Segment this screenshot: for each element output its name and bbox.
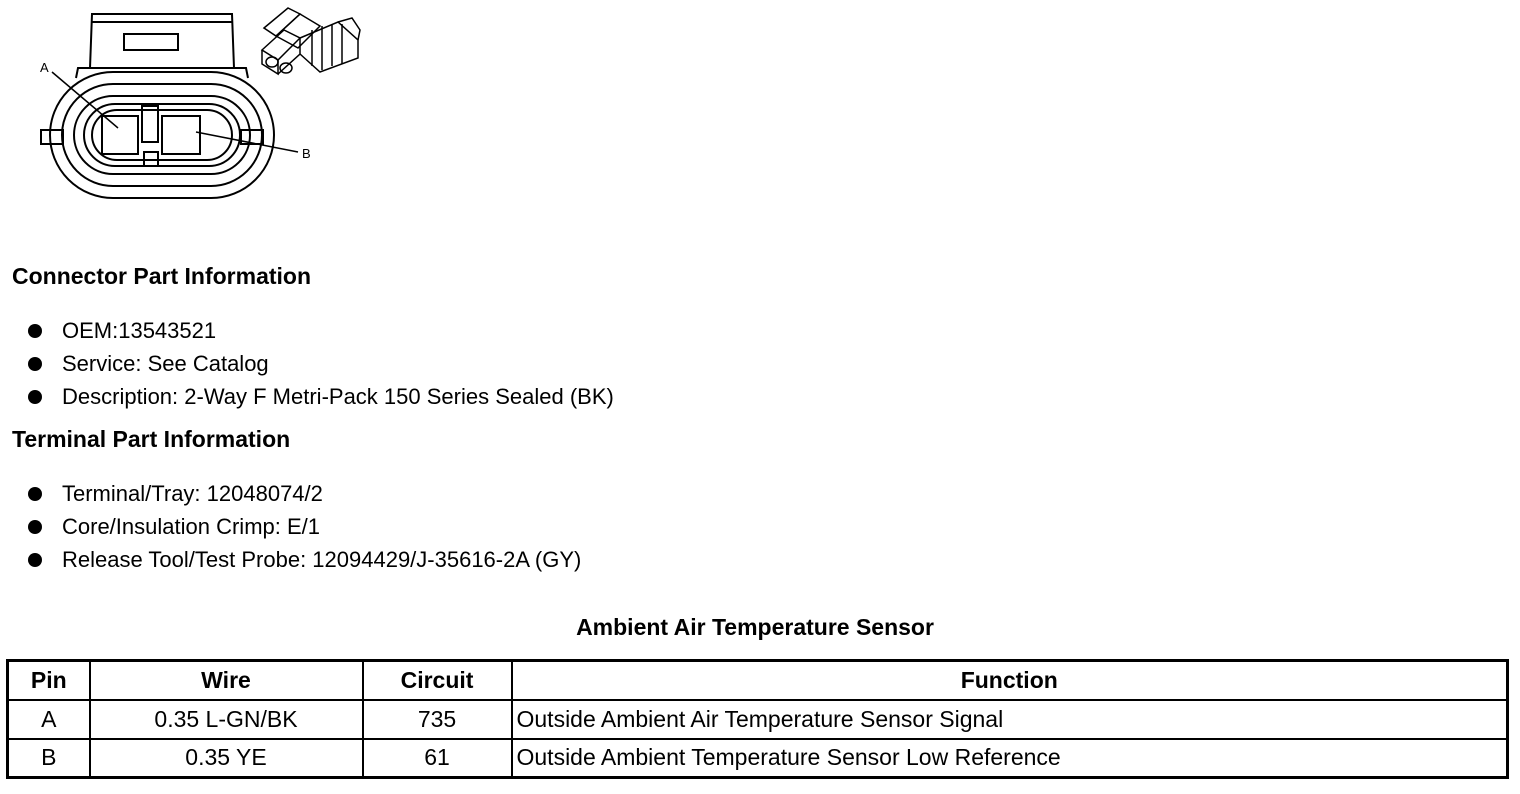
function-cell: Outside Ambient Temperature Sensor Low Reference [512, 739, 1508, 778]
table-row [8, 700, 1508, 739]
connector-part-info-list [28, 314, 614, 413]
connector-isometric-thumbnail [262, 8, 360, 74]
pinout-table [6, 659, 1509, 779]
bullet-icon [28, 390, 42, 404]
function-cell: Outside Ambient Air Temperature Sensor Signal [512, 700, 1508, 739]
table-header-row [8, 661, 1508, 700]
list-item: Service: See Catalog [28, 347, 614, 380]
circuit-cell: 61 [363, 739, 512, 778]
wire-cell: 0.35 L-GN/BK [90, 700, 363, 739]
bullet-icon [28, 487, 42, 501]
bullet-icon [28, 520, 42, 534]
connector-part-info-heading: Connector Part Information [12, 263, 312, 289]
pin-a-callout: A [40, 60, 49, 75]
column-header-wire: Wire [90, 661, 363, 700]
pin-cell: B [8, 739, 90, 778]
pin-cell: A [8, 700, 90, 739]
connector-face-diagram [0, 0, 400, 230]
list-item: Core/Insulation Crimp: E/1 [28, 510, 581, 543]
column-header-circuit: Circuit [363, 661, 512, 700]
pin-b-callout: B [302, 146, 311, 161]
column-header-pin: Pin [8, 661, 90, 700]
list-item: Terminal/Tray: 12048074/2 [28, 477, 581, 510]
wire-cell: 0.35 YE [90, 739, 363, 778]
circuit-cell: 735 [363, 700, 512, 739]
terminal-part-info-heading: Terminal Part Information [12, 426, 291, 452]
list-item: Release Tool/Test Probe: 12094429/J-35616-2A (GY) [28, 543, 581, 576]
bullet-icon [28, 357, 42, 371]
column-header-function: Function [512, 661, 1508, 700]
list-item: Description: 2-Way F Metri-Pack 150 Series Sealed (BK) [28, 380, 614, 413]
terminal-part-info-list [28, 477, 581, 576]
bullet-icon [28, 553, 42, 567]
table-row [8, 739, 1508, 778]
pinout-table-title: Ambient Air Temperature Sensor [576, 614, 934, 640]
list-item: OEM:13543521 [28, 314, 614, 347]
bullet-icon [28, 324, 42, 338]
